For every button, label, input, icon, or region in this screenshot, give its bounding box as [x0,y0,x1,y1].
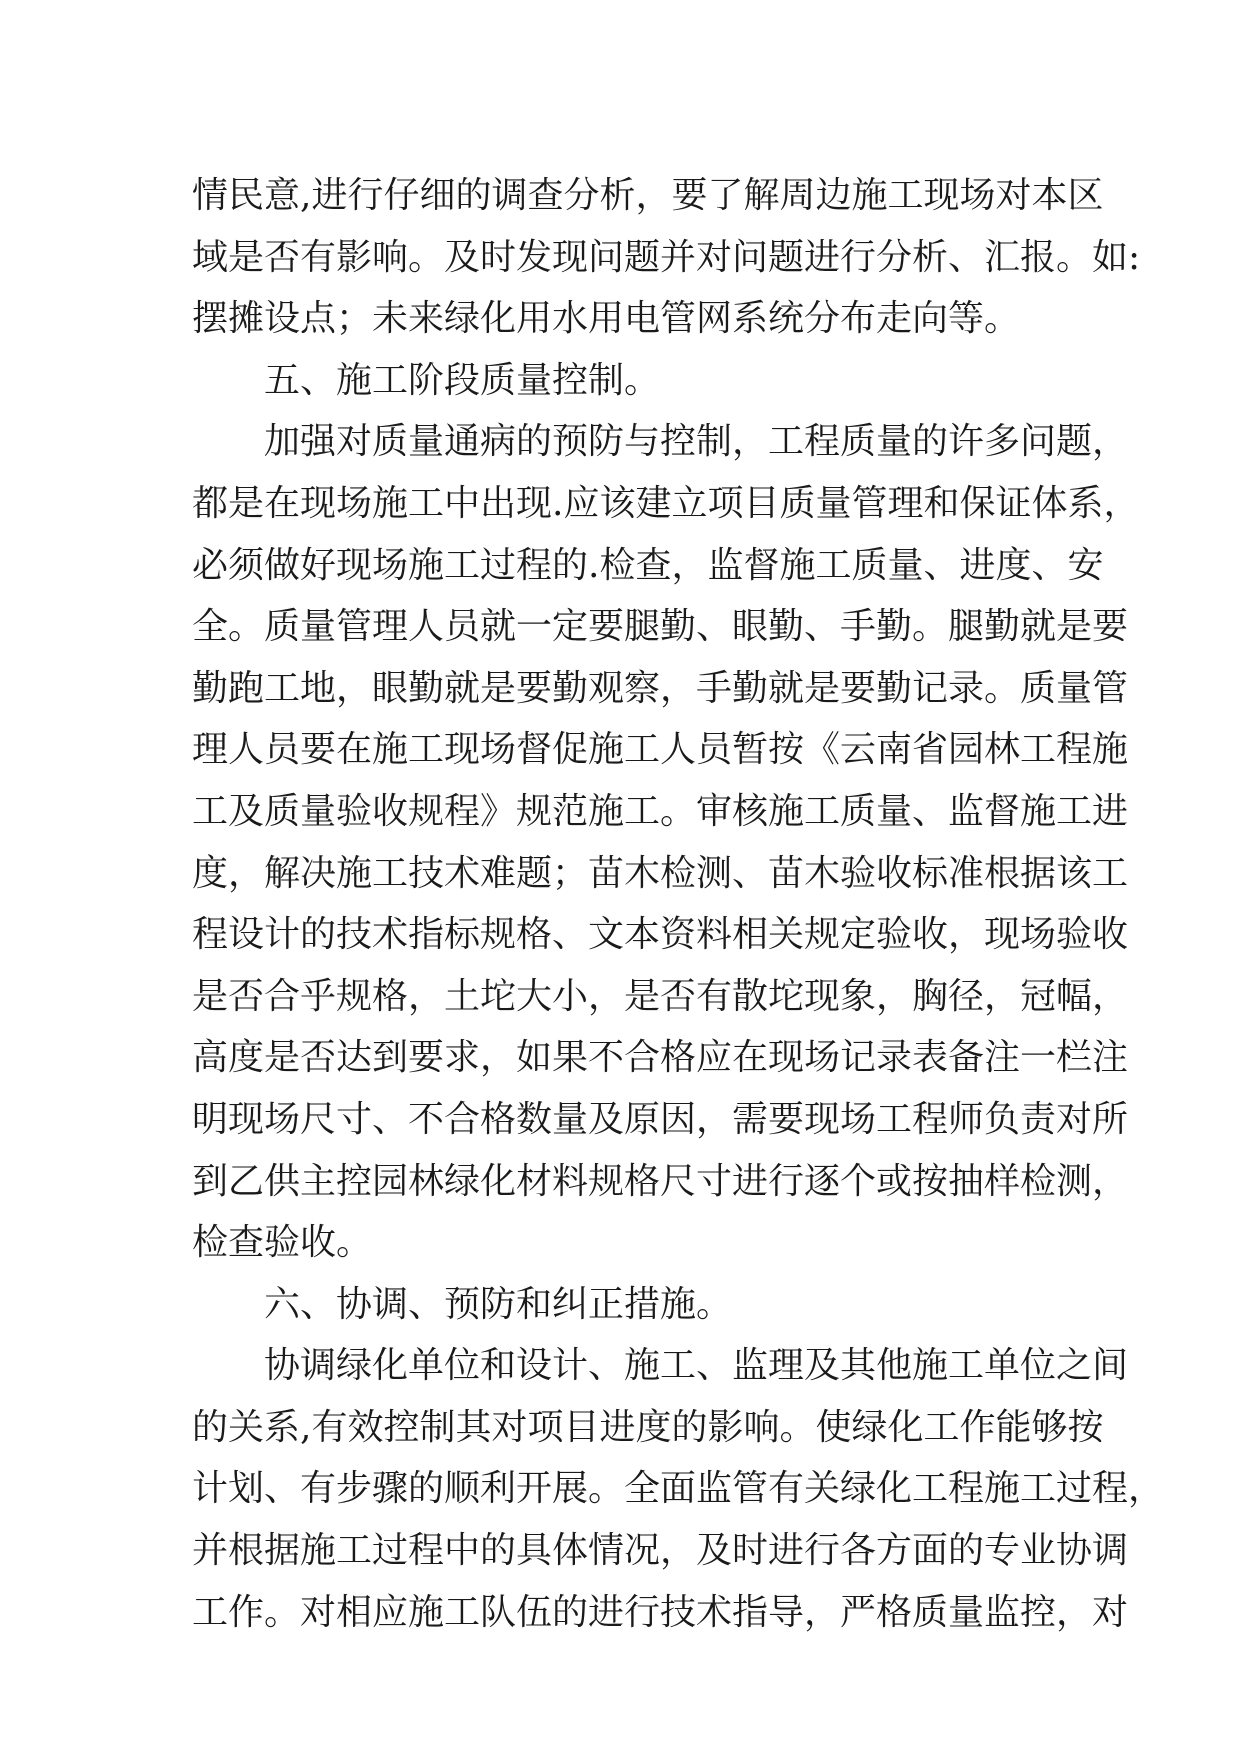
text-line: 勤跑工地，眼勤就是要勤观察，手勤就是要勤记录。质量管 [192,667,1129,709]
document-body [192,165,1165,1643]
text-line: 理人员要在施工现场督促施工人员暂按《云南省园林工程施 [192,729,1129,771]
text-line: 工及质量验收规程》规范施工。审核施工质量、监督施工进 [192,790,1129,832]
text-line: 全。质量管理人员就一定要腿勤、眼勤、手勤。腿勤就是要 [192,606,1129,648]
text-line: 的关系,有效控制其对项目进度的影响。使绿化工作能够按 [192,1406,1104,1448]
text-line: 域是否有影响。及时发现问题并对问题进行分析、汇报。如: [192,236,1141,278]
text-line: 必须做好现场施工过程的.检查，监督施工质量、进度、安 [192,544,1104,586]
text-line: 协调绿化单位和设计、施工、监理及其他施工单位之间 [264,1345,1129,1387]
text-line: 度，解决施工技术难题；苗木检测、苗木验收标准根据该工 [192,852,1129,894]
text-line: 工作。对相应施工队伍的进行技术指导，严格质量监控，对 [192,1591,1129,1633]
text-line: 摆摊设点；未来绿化用水用电管网系统分布走向等。 [192,298,1021,340]
text-line: 情民意,进行仔细的调查分析，要了解周边施工现场对本区 [192,175,1104,216]
text-line: 到乙供主控园林绿化材料规格尺寸进行逐个或按抽样检测， [192,1160,1129,1202]
text-line: 检查验收。 [192,1222,373,1264]
text-line: 高度是否达到要求，如果不合格应在现场记录表备注一栏注 [192,1037,1129,1079]
text-line: 是否合乎规格，土坨大小，是否有散坨现象，胸径，冠幅， [192,975,1129,1017]
section-heading: 五、施工阶段质量控制。 [264,359,661,401]
text-line: 加强对质量通病的预防与控制，工程质量的许多问题， [264,421,1129,463]
text-line: 程设计的技术指标规格、文本资料相关规定验收，现场验收 [192,914,1129,956]
text-line: 并根据施工过程中的具体情况，及时进行各方面的专业协调 [192,1530,1129,1572]
text-line: 计划、有步骤的顺利开展。全面监管有关绿化工程施工过程， [192,1468,1165,1510]
section-heading: 六、协调、预防和纠正措施。 [264,1283,733,1325]
text-line: 明现场尺寸、不合格数量及原因，需要现场工程师负责对所 [192,1098,1129,1140]
text-line: 都是在现场施工中出现.应该建立项目质量管理和保证体系， [192,482,1140,524]
